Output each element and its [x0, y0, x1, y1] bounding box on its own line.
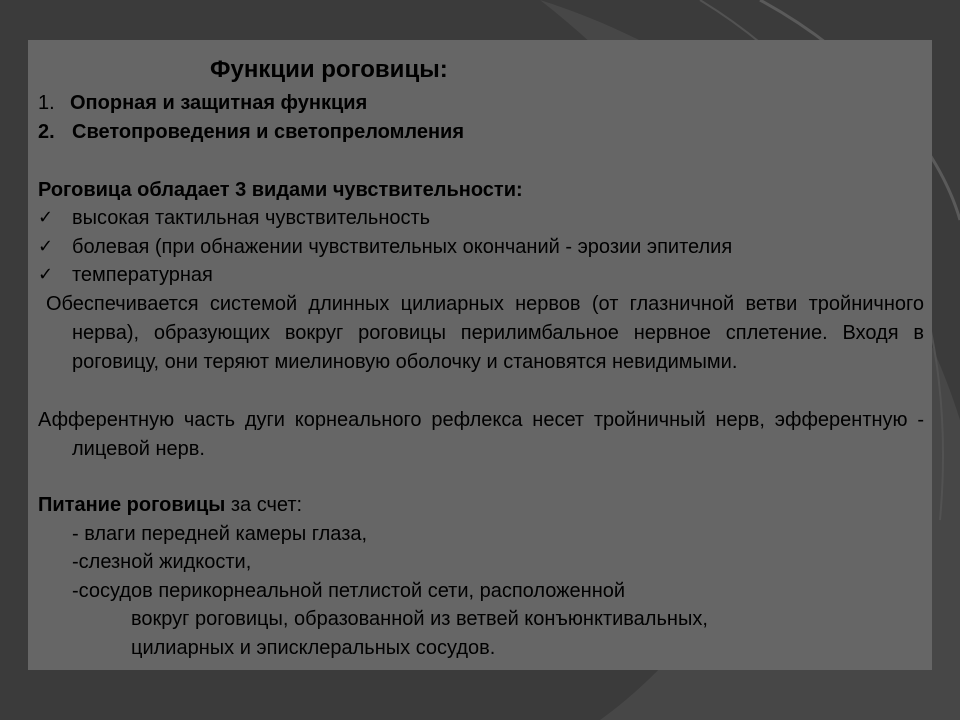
nutrition-continuation: вокруг роговицы, образованной из ветвей конъюнктивальных, — [131, 608, 708, 630]
check-icon: ✓ — [38, 264, 54, 285]
nutrition-heading-line — [38, 493, 302, 517]
function-number: 2. — [38, 121, 55, 143]
check-icon: ✓ — [38, 207, 54, 228]
sensitivity-item: болевая (при обнажении чувствительных окончаний - эрозии эпителия — [72, 236, 733, 258]
nutrition-continuation: цилиарных и эписклеральных сосудов. — [131, 637, 496, 659]
sensitivity-heading: Роговица обладает 3 видами чувствительности: — [38, 179, 523, 201]
slide-title: Функции роговицы: — [210, 56, 448, 83]
nutrition-heading-suffix: за счет: — [225, 494, 303, 516]
nerves-paragraph: Обеспечивается системой длинных цилиарных нервов (от глазничной ветви тройничного нерва), образующих вокруг роговицы перилимбальное нервное сплетение. Входя в роговицу, они теряют миелиновую оболочку и становятся невидимыми. — [46, 293, 924, 373]
function-item: Светопроведения и светопреломления — [72, 121, 465, 143]
function-item: Опорная и защитная функция — [70, 92, 368, 114]
sensitivity-item: температурная — [72, 264, 213, 286]
nutrition-item: -сосудов перикорнеальной петлистой сети, расположенной — [72, 580, 626, 602]
nutrition-item: - влаги передней камеры глаза, — [72, 523, 368, 545]
nutrition-heading: Питание роговицы — [38, 494, 226, 516]
nutrition-item: -слезной жидкости, — [72, 551, 252, 573]
check-icon: ✓ — [38, 236, 54, 257]
sensitivity-item: высокая тактильная чувствительность — [72, 207, 431, 229]
function-number: 1. — [38, 92, 55, 114]
content-area — [28, 40, 932, 670]
reflex-paragraph: Афферентную часть дуги корнеального рефлекса несет тройничный нерв, эфферентную - лицевой нерв. — [38, 409, 924, 460]
